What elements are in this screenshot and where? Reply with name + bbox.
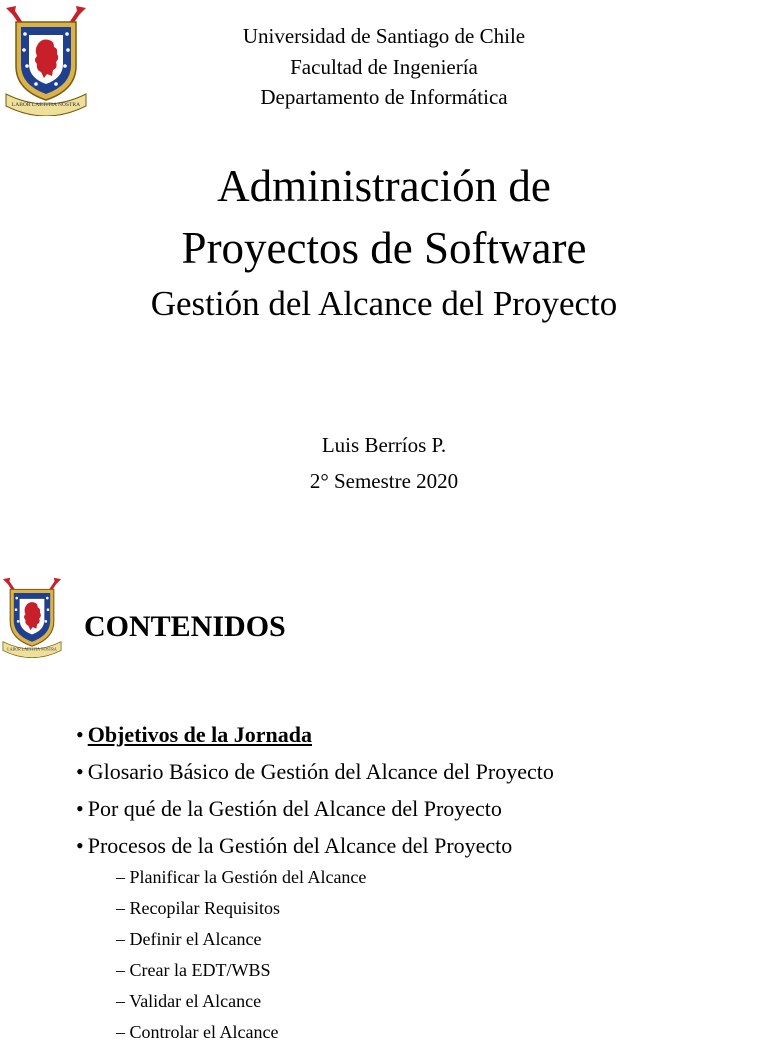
author-name: Luis Berríos P. <box>321 433 447 457</box>
lecture-subtitle: Gestión del Alcance del Proyecto <box>150 284 618 323</box>
sub-item-validar: Validar el Alcance <box>129 991 262 1011</box>
list-item: • Procesos de la Gestión del Alcance del Proyecto <box>76 833 513 858</box>
list-item: – Validar el Alcance <box>116 991 262 1011</box>
contents-bullet-list <box>76 716 554 864</box>
list-item: • Glosario Básico de Gestión del Alcance del Proyecto <box>76 759 554 784</box>
list-item: – Definir el Alcance <box>116 929 262 949</box>
bullet-por-que: Por qué de la Gestión del Alcance del Proyecto <box>87 796 502 821</box>
list-item: – Planificar la Gestión del Alcance <box>116 867 367 887</box>
bullet-glosario: Glosario Básico de Gestión del Alcance del Proyecto <box>87 759 554 784</box>
sub-item-planificar: Planificar la Gestión del Alcance <box>129 867 367 887</box>
crest-motto: LABOR LAETITIA NOSTRA <box>7 646 57 652</box>
bullet-procesos: Procesos de la Gestión del Alcance del Proyecto <box>87 833 513 858</box>
university-name: Universidad de Santiago de Chile <box>242 24 526 48</box>
list-item: – Recopilar Requisitos <box>116 898 280 918</box>
list-item: • Por qué de la Gestión del Alcance del Proyecto <box>76 796 502 821</box>
sub-item-crear-edt: Crear la EDT/WBS <box>129 960 271 980</box>
course-title-line-2: Proyectos de Software <box>181 223 587 273</box>
course-title-line-1: Administración de <box>217 161 551 211</box>
sub-item-controlar: Controlar el Alcance <box>129 1022 279 1042</box>
faculty-name: Facultad de Ingeniería <box>290 55 478 79</box>
list-item: – Crear la EDT/WBS <box>116 960 271 980</box>
semester-label: 2° Semestre 2020 <box>309 469 459 493</box>
sub-item-recopilar: Recopilar Requisitos <box>129 898 280 918</box>
bullet-objetivos: Objetivos de la Jornada <box>87 722 312 747</box>
processes-sub-list <box>116 862 366 1048</box>
sub-item-definir: Definir el Alcance <box>129 929 262 949</box>
crest-motto: LABOR LAETITIA NOSTRA <box>11 102 81 108</box>
list-item: • Objetivos de la Jornada <box>76 722 312 747</box>
department-name: Departamento de Informática <box>260 85 508 109</box>
list-item: – Controlar el Alcance <box>116 1022 279 1042</box>
university-crest-logo-small <box>0 576 64 658</box>
contents-heading: CONTENIDOS <box>84 610 286 643</box>
